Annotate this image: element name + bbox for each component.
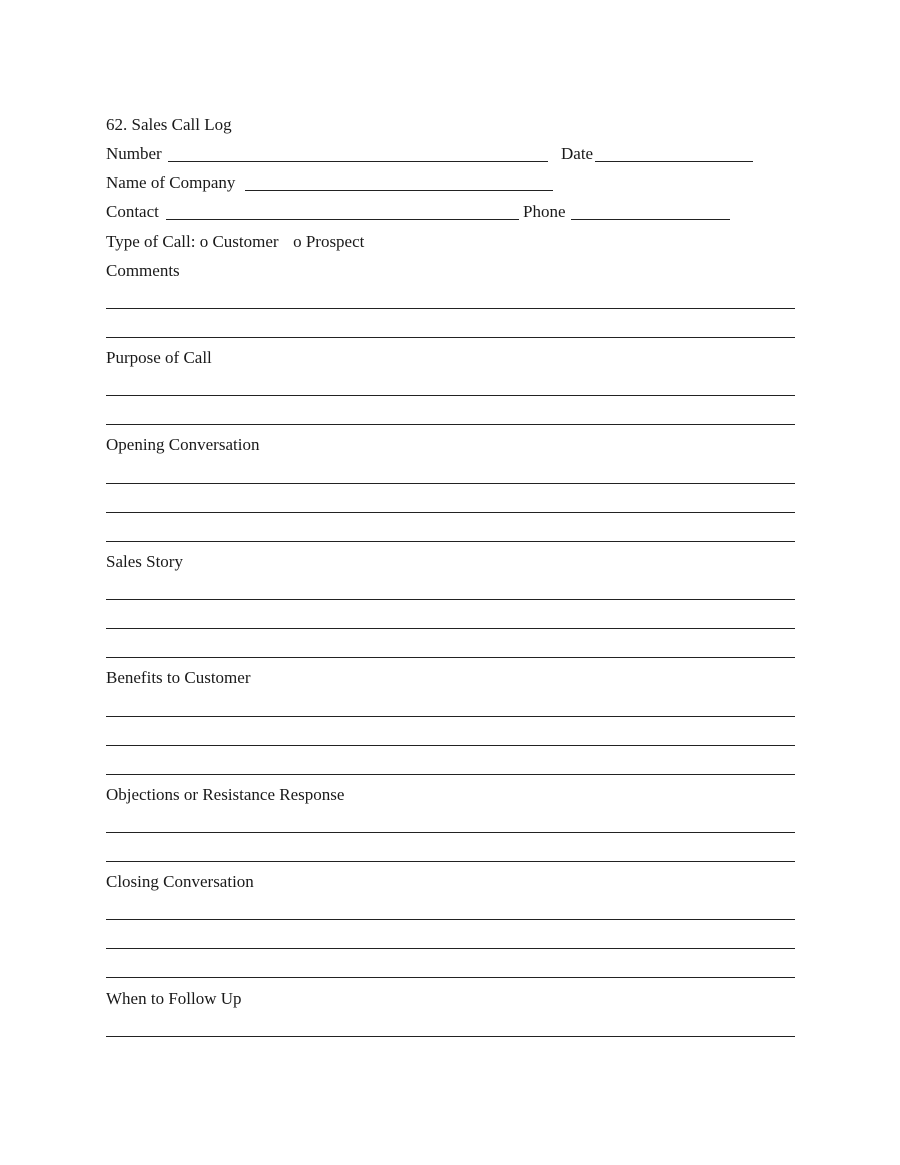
section-label-closing: Closing Conversation — [106, 872, 254, 891]
section-label-opening: Opening Conversation — [106, 435, 260, 454]
writing-line[interactable] — [106, 948, 795, 949]
writing-line[interactable] — [106, 977, 795, 978]
writing-line[interactable] — [106, 483, 795, 484]
prospect-checkbox-icon[interactable]: o — [293, 232, 302, 251]
writing-line[interactable] — [106, 308, 795, 309]
writing-line[interactable] — [106, 599, 795, 600]
writing-line[interactable] — [106, 1036, 795, 1037]
writing-line[interactable] — [106, 395, 795, 396]
number-label: Number — [106, 144, 162, 163]
customer-option-label: Customer — [212, 232, 279, 251]
call-type-row — [106, 232, 364, 252]
section-label-comments: Comments — [106, 261, 180, 280]
writing-line[interactable] — [106, 716, 795, 717]
section-label-sales-story: Sales Story — [106, 552, 183, 571]
writing-line[interactable] — [106, 861, 795, 862]
writing-line[interactable] — [106, 628, 795, 629]
call-type-label: Type of Call: — [106, 232, 196, 251]
section-label-follow-up: When to Follow Up — [106, 989, 242, 1008]
form-title: 62. Sales Call Log — [106, 115, 232, 134]
writing-line[interactable] — [106, 745, 795, 746]
writing-line[interactable] — [106, 424, 795, 425]
writing-line[interactable] — [106, 541, 795, 542]
phone-label: Phone — [523, 202, 566, 221]
phone-field[interactable] — [571, 219, 730, 220]
writing-line[interactable] — [106, 657, 795, 658]
writing-line[interactable] — [106, 337, 795, 338]
company-field[interactable] — [245, 190, 553, 191]
writing-line[interactable] — [106, 832, 795, 833]
writing-line[interactable] — [106, 512, 795, 513]
contact-label: Contact — [106, 202, 159, 221]
section-label-objections: Objections or Resistance Response — [106, 785, 345, 804]
number-field[interactable] — [168, 161, 548, 162]
writing-line[interactable] — [106, 919, 795, 920]
writing-line[interactable] — [106, 774, 795, 775]
date-field[interactable] — [595, 161, 753, 162]
customer-checkbox-icon[interactable]: o — [199, 232, 209, 251]
prospect-option-label: Prospect — [305, 232, 365, 251]
date-label: Date — [561, 144, 594, 163]
section-label-benefits: Benefits to Customer — [106, 668, 251, 687]
contact-field[interactable] — [166, 219, 519, 220]
company-label: Name of Company — [106, 173, 236, 192]
section-label-purpose: Purpose of Call — [106, 348, 212, 367]
